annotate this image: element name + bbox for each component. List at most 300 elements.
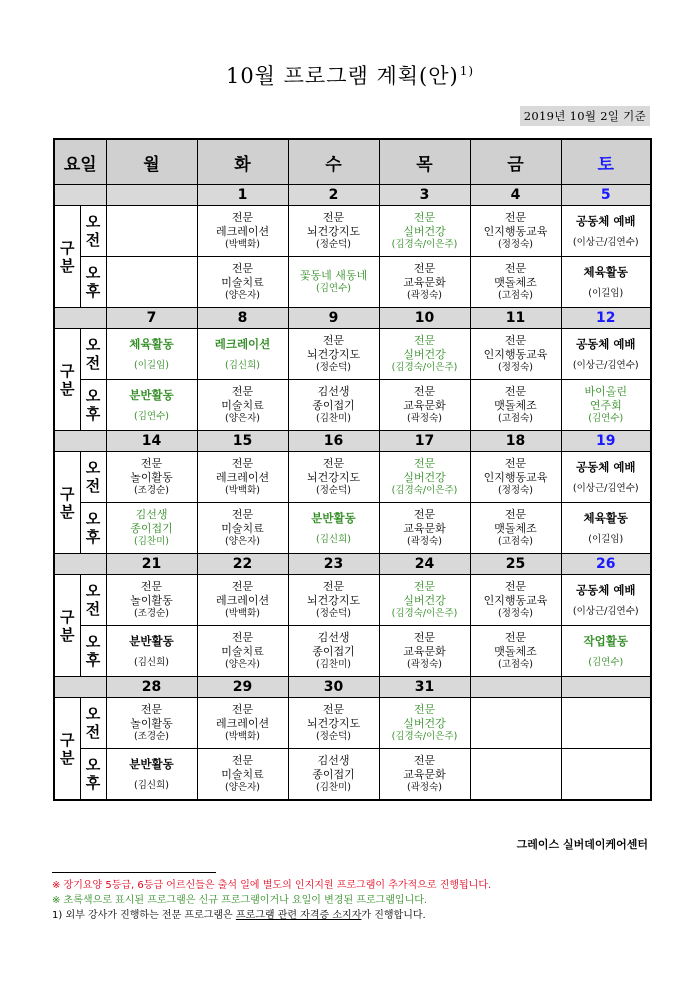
program-entry: [380, 503, 470, 553]
program-cell: [288, 380, 379, 431]
program-cell: [379, 329, 470, 380]
program-name: 체육활동: [583, 510, 628, 525]
program-name: 전문: [231, 631, 254, 644]
program-name: 분반활동: [129, 633, 174, 648]
program-entry: [107, 329, 197, 379]
page-title: 10월 프로그램 계획(안)$^{1)}$: [225, 64, 475, 88]
teacher-name: (양은자): [225, 290, 260, 301]
program-entry: [198, 749, 288, 799]
program-entry: [471, 452, 561, 502]
gubun-label: [54, 698, 80, 801]
program-name: 놀이활동: [130, 594, 173, 607]
title-footnote-mark: 1): [459, 64, 475, 78]
program-name: 뇌건강지도: [306, 471, 361, 484]
program-entry: [380, 452, 470, 502]
program-name: 교육문화: [403, 276, 446, 289]
program-entry: [198, 257, 288, 307]
teacher-name: (김경숙/이은주): [391, 485, 458, 496]
teacher-name: (정순덕): [316, 731, 351, 742]
program-name: 전문: [504, 631, 527, 644]
program-name: 전문: [322, 334, 345, 347]
program-entry: [471, 257, 561, 307]
program-entry: [107, 626, 197, 676]
teacher-name: (박백화): [225, 485, 260, 496]
program-cell: [561, 698, 651, 749]
program-cell: [379, 749, 470, 801]
am-row: [54, 329, 651, 380]
pm-label: [80, 380, 106, 431]
program-name: 교육문화: [403, 399, 446, 412]
program-entry: [562, 206, 651, 256]
program-entry: [289, 452, 379, 502]
date-row: [54, 677, 651, 698]
program-name: 전문: [504, 262, 527, 275]
program-name: 종이접기: [312, 399, 355, 412]
teacher-name: (김경숙/이은주): [391, 239, 458, 250]
date-row: [54, 554, 651, 575]
date-cell: 8: [197, 308, 288, 329]
teacher-name: (정순덕): [316, 485, 351, 496]
program-name: 전문: [504, 508, 527, 521]
footnote-divider: [52, 872, 216, 873]
program-cell: [288, 575, 379, 626]
basis-date: 2019년 10월 2일 기준: [520, 106, 650, 126]
program-name: 작업활동: [583, 633, 628, 648]
date-cell: 1: [197, 185, 288, 206]
program-name: 공동체 예배: [575, 336, 636, 351]
gubun-label: [54, 452, 80, 554]
program-name: 전문: [413, 385, 436, 398]
program-entry: [107, 749, 197, 799]
program-cell: [288, 257, 379, 308]
date-cell: 15: [197, 431, 288, 452]
program-cell: [470, 380, 561, 431]
date-cell: 19: [561, 431, 651, 452]
program-cell: [379, 698, 470, 749]
date-cell: 22: [197, 554, 288, 575]
date-cell: 12: [561, 308, 651, 329]
pm-row: [54, 626, 651, 677]
program-name: 전문: [413, 211, 436, 224]
center-name: 그레이스 실버데이케어센터: [516, 838, 648, 851]
teacher-name: (박백화): [225, 608, 260, 619]
date-row-corner: [54, 185, 106, 206]
pm-text: 오후: [85, 387, 101, 423]
program-name: 공동체 예배: [575, 582, 636, 597]
program-entry: [289, 329, 379, 379]
program-name: 전문: [413, 754, 436, 767]
am-row: [54, 206, 651, 257]
program-cell: [106, 329, 197, 380]
am-label: [80, 575, 106, 626]
program-entry: [289, 503, 379, 553]
teacher-name: (고점숙): [498, 659, 533, 670]
program-name: 전문: [413, 580, 436, 593]
program-entry: [471, 380, 561, 430]
am-text: 오전: [85, 705, 101, 741]
date-cell: 10: [379, 308, 470, 329]
date-cell: 9: [288, 308, 379, 329]
program-entry: [562, 380, 651, 430]
program-name: 전문: [140, 457, 163, 470]
date-cell: 21: [106, 554, 197, 575]
note-green-programs: ※ 초록색으로 표시된 프로그램은 신규 프로그램이거나 요일이 변경된 프로그램입니다.: [52, 895, 428, 906]
date-cell: 18: [470, 431, 561, 452]
program-cell: [561, 257, 651, 308]
program-cell: [106, 698, 197, 749]
program-name: 체육활동: [583, 264, 628, 279]
program-entry: [562, 452, 651, 502]
gubun-label: [54, 206, 80, 308]
am-text: 오전: [85, 459, 101, 495]
teacher-name: (조경순): [134, 608, 169, 619]
program-cell: [288, 206, 379, 257]
program-name: 인지행동교육: [483, 594, 548, 607]
program-name: 뇌건강지도: [306, 225, 361, 238]
program-entry: [107, 380, 197, 430]
gubun-label: [54, 329, 80, 431]
date-row-corner: [54, 431, 106, 452]
program-name: 실버건강: [403, 717, 446, 730]
teacher-name: (김찬미): [316, 413, 351, 424]
program-cell: [106, 257, 197, 308]
pm-row: [54, 257, 651, 308]
program-cell: [561, 329, 651, 380]
program-name: 인지행동교육: [483, 225, 548, 238]
program-entry: [198, 575, 288, 625]
am-label: [80, 206, 106, 257]
program-cell: [561, 380, 651, 431]
program-entry: [107, 575, 197, 625]
teacher-name: (조경순): [134, 731, 169, 742]
program-cell: [561, 626, 651, 677]
teacher-name: (양은자): [225, 659, 260, 670]
program-cell: [470, 698, 561, 749]
date-cell: 26: [561, 554, 651, 575]
teacher-name: (이길임): [134, 359, 169, 371]
program-cell: [197, 749, 288, 801]
pm-text: 오후: [85, 756, 101, 792]
program-entry: [107, 503, 197, 553]
date-row-corner: [54, 554, 106, 575]
teacher-name: (김신희): [134, 779, 169, 791]
program-entry: [198, 626, 288, 676]
program-cell: [470, 257, 561, 308]
program-entry: [198, 698, 288, 748]
program-name: 분반활동: [129, 387, 174, 402]
weekday-corner: 요일: [54, 139, 106, 185]
program-cell: [106, 380, 197, 431]
date-cell: 24: [379, 554, 470, 575]
program-name: 레크레이션: [215, 594, 270, 607]
teacher-name: (김찬미): [316, 659, 351, 670]
program-cell: [288, 329, 379, 380]
program-name: 전문: [413, 262, 436, 275]
gubun-text: 구분: [60, 607, 75, 644]
program-cell: [561, 749, 651, 801]
program-name: 김선생: [135, 508, 168, 521]
teacher-name: (김신희): [316, 533, 351, 545]
program-entry: [198, 503, 288, 553]
program-name: 놀이활동: [130, 717, 173, 730]
program-name: 전문: [413, 631, 436, 644]
note-instructor-qualification: 1) 외부 강사가 진행하는 전문 프로그램은 프로그램 관련 자격증 소지자가 진행합니다.: [52, 910, 426, 921]
program-entry: [289, 626, 379, 676]
am-row: [54, 452, 651, 503]
program-name: 체육활동: [129, 336, 174, 351]
date-cell: 7: [106, 308, 197, 329]
teacher-name: (고점숙): [498, 536, 533, 547]
date-cell: [106, 185, 197, 206]
program-name: 전문: [231, 211, 254, 224]
weekday-header-row: [54, 139, 651, 185]
pm-row: [54, 503, 651, 554]
program-cell: [197, 452, 288, 503]
program-name: 실버건강: [403, 225, 446, 238]
program-cell: [561, 503, 651, 554]
teacher-name: (곽정숙): [407, 413, 442, 424]
program-name: 미술치료: [221, 399, 264, 412]
program-cell: [288, 452, 379, 503]
program-cell: [379, 503, 470, 554]
program-cell: [561, 575, 651, 626]
pm-label: [80, 749, 106, 801]
program-entry: [198, 206, 288, 256]
program-entry: [471, 575, 561, 625]
program-name: 맷돌체조: [494, 645, 537, 658]
program-name: 전문: [322, 457, 345, 470]
program-cell: [106, 575, 197, 626]
program-entry: [289, 749, 379, 799]
program-name: 전문: [322, 580, 345, 593]
program-entry: [289, 380, 379, 430]
program-name: 김선생: [317, 385, 350, 398]
program-name: 종이접기: [130, 522, 173, 535]
program-name: 뇌건강지도: [306, 594, 361, 607]
teacher-name: (양은자): [225, 536, 260, 547]
pm-row: [54, 749, 651, 801]
program-cell: [106, 206, 197, 257]
date-cell: 30: [288, 677, 379, 698]
program-name: 전문: [231, 457, 254, 470]
program-entry: [289, 257, 379, 307]
teacher-name: (김경숙/이은주): [391, 608, 458, 619]
teacher-name: (고점숙): [498, 290, 533, 301]
teacher-name: (정정숙): [498, 362, 533, 373]
program-name: 전문: [504, 211, 527, 224]
gubun-text: 구분: [60, 484, 75, 521]
teacher-name: (곽정숙): [407, 782, 442, 793]
program-name: 인지행동교육: [483, 471, 548, 484]
date-cell: 17: [379, 431, 470, 452]
program-entry: [380, 626, 470, 676]
date-cell: 11: [470, 308, 561, 329]
gubun-label: [54, 575, 80, 677]
weekday-wed: 수: [288, 139, 379, 185]
program-entry: [380, 380, 470, 430]
teacher-name: (양은자): [225, 413, 260, 424]
program-entry: [471, 329, 561, 379]
program-entry: [107, 698, 197, 748]
program-entry: [380, 749, 470, 799]
program-cell: [288, 749, 379, 801]
date-cell: 29: [197, 677, 288, 698]
teacher-name: (김찬미): [316, 782, 351, 793]
program-name: 분반활동: [311, 510, 356, 525]
program-name: 전문: [322, 703, 345, 716]
teacher-name: (곽정숙): [407, 290, 442, 301]
program-entry: [289, 575, 379, 625]
program-name: 전문: [413, 703, 436, 716]
teacher-name: (이상근/김연수): [572, 359, 639, 371]
date-cell: 25: [470, 554, 561, 575]
program-name: 교육문화: [403, 522, 446, 535]
program-name: 교육문화: [403, 768, 446, 781]
program-name: 미술치료: [221, 276, 264, 289]
program-entry: [380, 698, 470, 748]
program-cell: [197, 329, 288, 380]
pm-text: 오후: [85, 264, 101, 300]
date-cell: 23: [288, 554, 379, 575]
date-cell: 2: [288, 185, 379, 206]
program-cell: [288, 626, 379, 677]
weekday-thu: 목: [379, 139, 470, 185]
program-cell: [106, 452, 197, 503]
program-entry: [471, 206, 561, 256]
teacher-name: (정정숙): [498, 485, 533, 496]
teacher-name: (김찬미): [134, 536, 169, 547]
program-cell: [197, 257, 288, 308]
program-name: 전문: [140, 580, 163, 593]
program-entry: [562, 503, 651, 553]
program-name: 전문: [413, 457, 436, 470]
teacher-name: (김신희): [134, 656, 169, 668]
program-name: 맷돌체조: [494, 399, 537, 412]
program-cell: [470, 749, 561, 801]
program-name: 전문: [231, 754, 254, 767]
program-name: 맷돌체조: [494, 276, 537, 289]
teacher-name: (정순덕): [316, 362, 351, 373]
program-cell: [197, 206, 288, 257]
teacher-name: (정정숙): [498, 608, 533, 619]
teacher-name: (이길임): [588, 287, 624, 299]
date-cell: 31: [379, 677, 470, 698]
pm-label: [80, 626, 106, 677]
date-cell: 4: [470, 185, 561, 206]
program-entry: [198, 329, 288, 379]
weekday-tue: 화: [197, 139, 288, 185]
program-cell: [379, 626, 470, 677]
program-name: 전문: [140, 703, 163, 716]
program-cell: [379, 206, 470, 257]
program-name: 맷돌체조: [494, 522, 537, 535]
program-name: 전문: [322, 211, 345, 224]
program-entry: [562, 257, 651, 307]
program-entry: [289, 698, 379, 748]
program-cell: [197, 575, 288, 626]
program-name: 뇌건강지도: [306, 348, 361, 361]
date-cell: 3: [379, 185, 470, 206]
program-entry: [562, 626, 651, 676]
date-cell: 14: [106, 431, 197, 452]
program-cell: [197, 503, 288, 554]
program-cell: [106, 626, 197, 677]
date-row: [54, 185, 651, 206]
program-name: 전문: [231, 508, 254, 521]
date-cell: 28: [106, 677, 197, 698]
teacher-name: (박백화): [225, 731, 260, 742]
program-cell: [379, 452, 470, 503]
program-name: 뇌건강지도: [306, 717, 361, 730]
program-name: 공동체 예배: [575, 213, 636, 228]
pm-label: [80, 503, 106, 554]
am-text: 오전: [85, 582, 101, 618]
teacher-name: (이상근/김연수): [572, 236, 639, 248]
program-cell: [379, 257, 470, 308]
weekday-sat: 토: [561, 139, 651, 185]
program-name: 실버건강: [403, 348, 446, 361]
teacher-name: (이상근/김연수): [572, 482, 639, 494]
program-cell: [561, 206, 651, 257]
program-name: 전문: [413, 334, 436, 347]
program-name: 전문: [231, 262, 254, 275]
teacher-name: (김경숙/이은주): [391, 362, 458, 373]
program-cell: [470, 503, 561, 554]
teacher-name: (조경순): [134, 485, 169, 496]
teacher-name: (정순덕): [316, 608, 351, 619]
program-entry: [562, 575, 651, 625]
note-grade-support: ※ 장기요양 5등급, 6등급 어르신들은 출석 일에 별도의 인지지원 프로그램이 추가적으로 진행됩니다.: [52, 880, 492, 891]
gubun-text: 구분: [60, 361, 75, 398]
program-name: 레크레이션: [215, 717, 270, 730]
date-cell: [470, 677, 561, 698]
program-entry: [107, 452, 197, 502]
teacher-name: (김연수): [316, 283, 351, 294]
date-row: [54, 308, 651, 329]
teacher-name: (이상근/김연수): [572, 605, 639, 617]
program-entry: [380, 257, 470, 307]
weekday-fri: 금: [470, 139, 561, 185]
program-entry: [198, 452, 288, 502]
program-name: 종이접기: [312, 768, 355, 781]
date-row-corner: [54, 308, 106, 329]
date-cell: 5: [561, 185, 651, 206]
am-label: [80, 698, 106, 749]
program-cell: [379, 575, 470, 626]
teacher-name: (곽정숙): [407, 536, 442, 547]
program-calendar: [53, 138, 652, 801]
program-cell: [470, 329, 561, 380]
program-name: 놀이활동: [130, 471, 173, 484]
program-cell: [470, 206, 561, 257]
program-name: 미술치료: [221, 768, 264, 781]
date-row: [54, 431, 651, 452]
program-name: 전문: [231, 580, 254, 593]
program-entry: [380, 206, 470, 256]
teacher-name: (고점숙): [498, 413, 533, 424]
am-row: [54, 575, 651, 626]
program-name: 실버건강: [403, 594, 446, 607]
teacher-name: (김경숙/이은주): [391, 731, 458, 742]
program-name: 전문: [504, 334, 527, 347]
program-cell: [470, 452, 561, 503]
program-cell: [379, 380, 470, 431]
am-label: [80, 329, 106, 380]
program-name: 분반활동: [129, 756, 174, 771]
gubun-text: 구분: [60, 730, 75, 767]
teacher-name: (양은자): [225, 782, 260, 793]
program-name: 레크레이션: [215, 225, 270, 238]
